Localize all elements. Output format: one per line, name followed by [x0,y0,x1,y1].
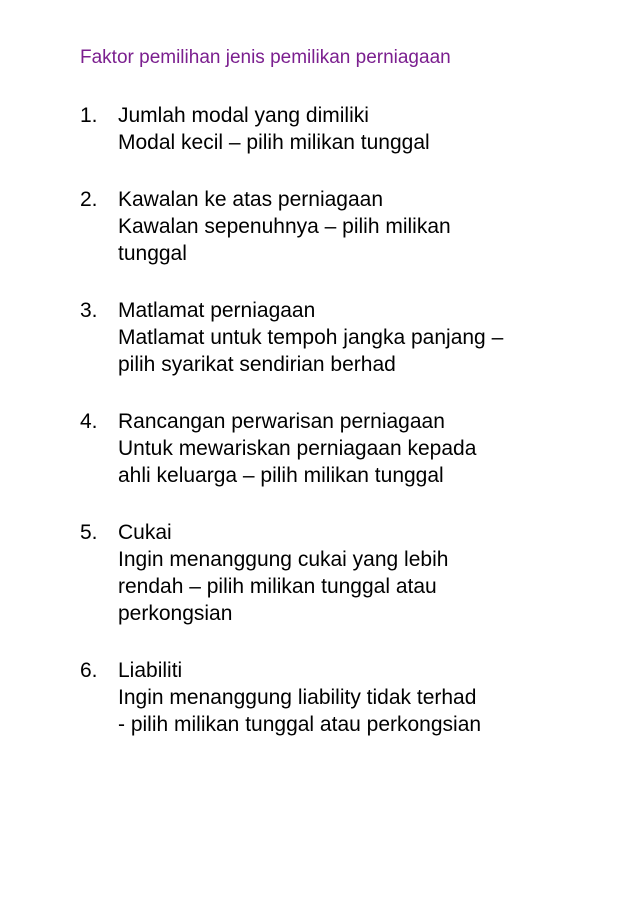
item-detail-line: Ingin menanggung cukai yang lebih [118,548,449,571]
item-detail-line: pilih syarikat sendirian berhad [118,353,396,376]
list-item [80,657,610,738]
factor-list [80,102,610,768]
page-title: Faktor pemilihan jenis pemilikan perniagaan [80,47,451,68]
item-detail-line: Kawalan sepenuhnya – pilih milikan [118,215,451,238]
item-heading: Rancangan perwarisan perniagaan [118,410,445,433]
list-item [80,519,610,627]
list-item [80,186,610,267]
item-heading: Matlamat perniagaan [118,299,316,322]
item-detail-line: Untuk mewariskan perniagaan kepada [118,437,477,460]
item-heading: Liabiliti [118,659,183,682]
item-heading: Jumlah modal yang dimiliki [118,104,369,127]
item-detail-line: Ingin menanggung liability tidak terhad [118,686,477,709]
item-detail-line: Matlamat untuk tempoh jangka panjang – [118,326,504,349]
list-item [80,297,610,378]
list-item [80,102,610,156]
item-number: 5. [80,521,98,544]
item-detail-line: rendah – pilih milikan tunggal atau [118,575,437,598]
item-detail-line: ahli keluarga – pilih milikan tunggal [118,464,444,487]
item-number: 1. [80,104,98,127]
item-number: 6. [80,659,98,682]
item-detail-line: Modal kecil – pilih milikan tunggal [118,131,430,154]
item-number: 3. [80,299,98,322]
list-item [80,408,610,489]
item-detail-line: perkongsian [118,602,233,625]
item-heading: Cukai [118,521,172,544]
item-detail-line: tunggal [118,242,187,265]
item-heading: Kawalan ke atas perniagaan [118,188,384,211]
item-number: 4. [80,410,98,433]
item-detail-line: - pilih milikan tunggal atau perkongsian [118,713,482,736]
item-number: 2. [80,188,98,211]
